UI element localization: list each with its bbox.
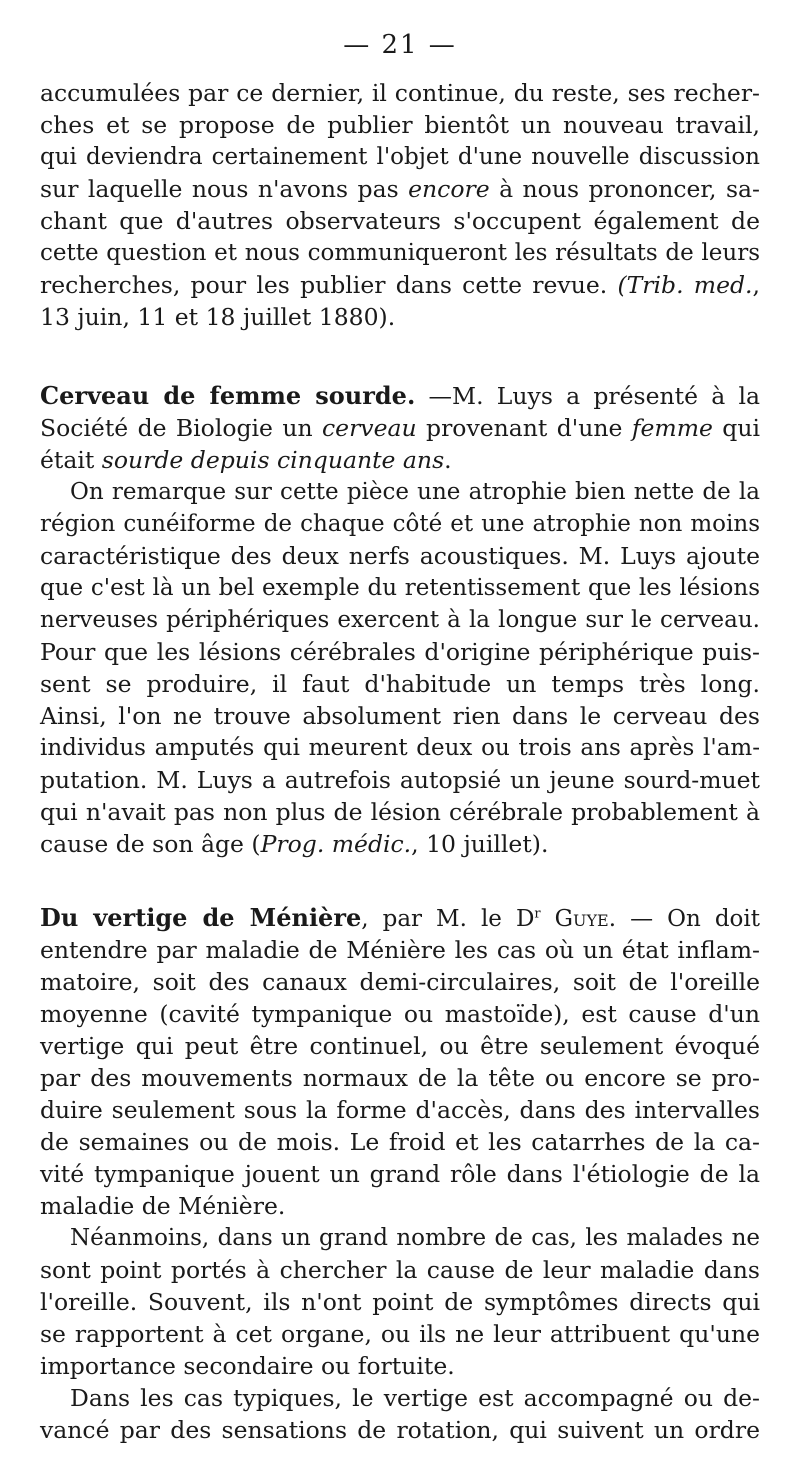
text-line: putation. M. Luys a autrefois autopsié un jeune sourd-muet [40,766,760,794]
author-name: Guye [554,906,609,932]
text-line: moyenne (cavité tympanique ou mastoïde), est cause d'un [40,1000,760,1028]
text-line: maladie de Ménière. [40,1192,286,1220]
section-heading-line: Du vertige de Ménière, par M. le $D^r$ Guye. — On doit [40,903,760,932]
section-cerveau [40,380,760,860]
section-title: Du vertige de Ménière [40,903,362,932]
text-line: cause de son âge (Prog. médic., 10 juillet). [40,830,549,858]
text-span: sur laquelle nous n'avons pas [40,175,409,203]
text-line: vité tympanique jouent un grand rôle dans l'étiologie de la [40,1160,760,1188]
text-line: vancé par des sensations de rotation, qui suivent un ordre [40,1416,760,1444]
text-line: était sourde depuis cinquante ans. [40,446,452,474]
superscript: r [534,906,541,922]
text-line: que c'est là un bel exemple du retentissement que les lésions [40,575,760,601]
page-number: — 21 — [343,30,457,60]
text-line: individus amputés qui meurent deux ou trois ans après l'am- [40,735,760,761]
text-line: sent se produire, il faut d'habitude un temps très long. [40,670,760,698]
text-line: accumulées par ce dernier, il continue, du reste, ses recher- [40,79,760,107]
text-line: l'oreille. Souvent, ils n'ont point de symptômes directs qui [40,1288,760,1316]
continuation-paragraph [40,77,760,333]
italic-span: encore [408,175,490,203]
text-line: qui n'avait pas non plus de lésion cérébrale probablement à [40,798,760,826]
text-line: importance secondaire ou fortuite. [40,1352,455,1380]
text-line: Dans les cas typiques, le vertige est accompagné ou de- [70,1384,760,1412]
text-span: —M. Luys a présenté à la [415,382,760,410]
text-line: Ainsi, l'on ne trouve absolument rien dans le cerveau des [40,702,760,730]
text-span: à nous prononcer, sa- [489,175,760,203]
text-line: de semaines ou de mois. Le froid et les catarrhes de la ca- [40,1128,760,1156]
text-line: entendre par maladie de Ménière les cas où un état inflam- [40,936,760,964]
text-line: ches et se propose de publier bientôt un nouveau travail, [40,111,760,139]
section-vertige [40,902,760,1446]
text-line: région cunéiforme de chaque côté et une atrophie non moins [40,511,760,537]
text-line: nerveuses périphériques exercent à la longue sur le cerveau. [40,607,760,633]
text-span: recherches, pour les publier dans cette revue. [40,271,618,299]
text-span: , [752,271,760,299]
text-line: sont point portés à chercher la cause de leur maladie dans [40,1256,760,1284]
text-line: qui deviendra certainement l'objet d'une nouvelle discussion [40,144,760,170]
text-line: Société de Biologie un cerveau provenant d'une femme qui [40,414,760,442]
section-heading-line [40,380,760,412]
text-line: caractéristique des deux nerfs acoustiques. M. Luys ajoute [40,542,760,570]
text-line: cette question et nous communiqueront les résultats de leurs [40,240,760,266]
text-line: 13 juin, 11 et 18 juillet 1880). [40,303,396,331]
text-line: vertige qui peut être continuel, ou être seulement évoqué [40,1032,760,1060]
text-line: par des mouvements normaux de la tête ou encore se pro- [40,1064,760,1092]
text-line: On remarque sur cette pièce une atrophie bien nette de la [70,479,760,505]
text-line [40,269,760,301]
text-line: duire seulement sous la forme d'accès, dans des intervalles [40,1096,760,1124]
text-line: Néanmoins, dans un grand nombre de cas, les malades ne [70,1225,760,1251]
text-line: matoire, soit des canaux demi-circulaires, soit de l'oreille [40,968,760,996]
text-line: se rapportent à cet organe, ou ils ne leur attribuent qu'une [40,1320,760,1348]
text-line: Pour que les lésions cérébrales d'origine périphérique puis- [40,638,760,666]
text-line: chant que d'autres observateurs s'occupent également de [40,207,760,235]
text-line [40,173,760,205]
citation-span: (Trib. med. [617,271,753,299]
section-title: Cerveau de femme sourde. [40,381,416,410]
